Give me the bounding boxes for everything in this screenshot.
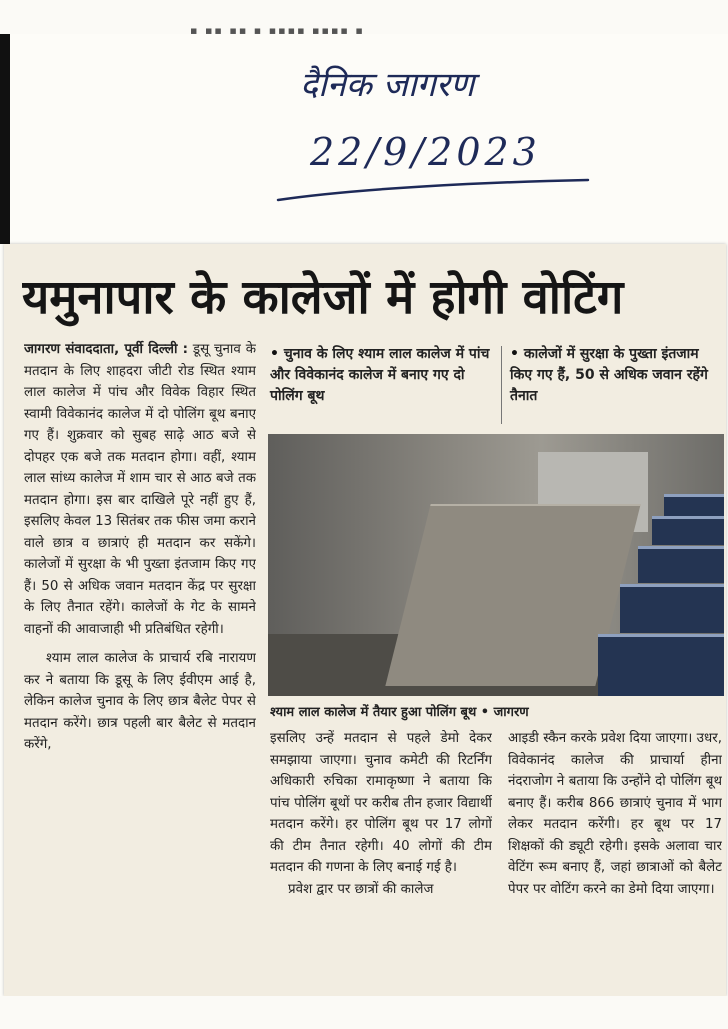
column1-para1: डूसू चुनाव के मतदान के लिए शाहदरा जीटी रोड स्थित श्याम लाल कालेज में पांच और विवेक विहार स्थित स्वामी विवेकानंद कालेज में दो पोलिंग बूथ बनाए गए हैं। शुक्रवार को सुबह साढ़े आठ बजे से दोपहर एक बजे तक मतदान होगा। वहीं, श्याम लाल सांध्य कालेज में शाम चार से आठ बजे तक मतदान होगा। इस बार दाखिले पूरे नहीं हुए हैं, इसलिए केवल 13 सितंबर तक फीस जमा कराने वाले छात्र व छात्राएं ही मतदान कर सकेंगे। कालेजों में सुरक्षा के भी पुख्ता इंतजाम किए गए हैं। 50 से अधिक जवान मतदान केंद्र पर सुरक्षा के लिए तैनात रहेंगे। कालेजों के गेट के सामने वाहनों की आवाजाही भी प्रतिबंधित रहेगी। [24, 342, 256, 637]
scan-bottom-margin [0, 996, 728, 1029]
subheading-a-text: चुनाव के लिए श्याम लाल कालेज में पांच और विवेकानंद कालेज में बनाए गए दो पोलिंग बूथ [270, 346, 490, 404]
column2-para2: प्रवेश द्वार पर छात्रों की कालेज [288, 881, 434, 897]
handwritten-paper-name: दैनिक जागरण [300, 65, 475, 105]
torn-masthead-fragment: ▪ ▪▪ ▪▪ ▪ ▪▪▪▪ ▪▪▪▪ ▪ [190, 26, 365, 36]
column-divider [501, 346, 502, 424]
subheading-b [510, 344, 722, 407]
column3-para1: आइडी स्कैन करके प्रवेश दिया जाएगा। उधर, विवेकानंद कालेज की प्राचार्या हीना नंदराजोग ने बताया कि उन्होंने दो पोलिंग बूथ बनाए हैं। करीब 866 छात्राएं चुनाव में भाग लेकर मतदान करेंगी। हर बूथ पर 17 शिक्षकों की ड्यूटी रहेगी। इसके अलावा चार वेटिंग रूम बनाए हैं, जहां छात्राओं को बैलेट पेपर पर वोटिंग करने का डेमो दिया जाएगा। [508, 731, 722, 897]
dateline: जागरण संवाददाता, पूर्वी दिल्ली : [24, 342, 189, 357]
photo-ballot-box [598, 634, 724, 696]
headline: यमुनापार के कालेजों में होगी वोटिंग [22, 270, 624, 325]
bullet-icon: • [270, 346, 279, 362]
photo-ballot-box [638, 546, 724, 583]
column1-para2: श्याम लाल कालेज के प्राचार्य रबि नारायण कर ने बताया कि डूसू के लिए ईवीएम आई है, लेकिन कालेज चुनाव के लिए छात्र बैलेट पेपर से मतदान करेंगे। छात्र पहली बार बैलेट से मतदान करेंगे, [24, 651, 256, 752]
handwritten-underline [270, 178, 610, 208]
article-column-2 [270, 728, 492, 988]
article-column-3 [508, 728, 722, 988]
photo-ballot-box [620, 584, 724, 633]
subheading-a [270, 344, 496, 407]
column2-para1: इसलिए उन्हें मतदान से पहले डेमो देकर समझाया जाएगा। चुनाव कमेटी की रिटर्निंग अधिकारी रुचिका रामाकृष्णा ने बताया कि पांच पोलिंग बूथों पर करीब तीन हजार विद्यार्थी मतदान करेंगे। हर पोलिंग बूथ पर 17 लोगों की टीम तैनात रहेगी। 40 लोगों की टीम मतदान की गणना के लिए बनाई गई है। [270, 731, 492, 875]
newspaper-clipping [4, 244, 726, 996]
bullet-icon: • [510, 346, 519, 362]
photo-ballot-box [652, 516, 724, 545]
photo-caption: श्याम लाल कालेज में तैयार हुआ पोलिंग बूथ • जागरण [270, 705, 529, 720]
photo-ballot-box [664, 494, 724, 517]
handwritten-note [270, 60, 610, 210]
scan-edge-shadow [0, 34, 10, 244]
subheading-b-text: कालेजों में सुरक्षा के पुख्ता इंतजाम किए गए हैं, 50 से अधिक जवान रहेंगे तैनात [510, 346, 708, 404]
polling-booth-photo [268, 434, 724, 696]
article-column-1 [24, 339, 256, 989]
handwritten-date: 22/9/2023 [310, 130, 541, 174]
